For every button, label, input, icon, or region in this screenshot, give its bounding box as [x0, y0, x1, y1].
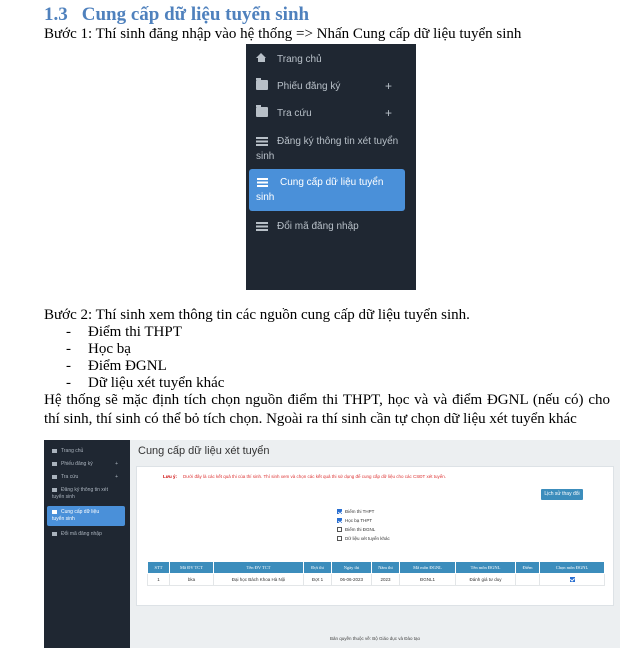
- sidebar-item-label: Trang chủ: [277, 54, 322, 65]
- table-cell: Đại học Bách Khoa Hà Nội: [214, 574, 304, 586]
- sidebar-item-lookup[interactable]: Tra cứu +: [52, 474, 126, 481]
- list-icon: [52, 532, 57, 536]
- list-icon: [52, 510, 57, 514]
- list-item: - Điểm thi THPT: [66, 324, 182, 340]
- checkbox-dgnl[interactable]: Điểm thi ĐGNL: [337, 527, 375, 533]
- checkbox-other-data[interactable]: Dữ liệu xét tuyển khác: [337, 536, 390, 542]
- plus-icon: +: [384, 106, 392, 120]
- table-cell: Đợt 1: [304, 574, 332, 586]
- table-cell: 1: [148, 574, 170, 586]
- content-card: [136, 466, 614, 606]
- select-dgnl-checkbox[interactable]: [570, 577, 575, 582]
- table-header: Ngày thi: [332, 562, 372, 574]
- section-heading: [44, 4, 309, 26]
- plus-icon: +: [115, 461, 118, 467]
- folder-icon: [256, 107, 268, 117]
- list-item: - Dữ liệu xét tuyển khác: [66, 375, 225, 391]
- sidebar-item-home[interactable]: Trang chủ: [52, 448, 126, 455]
- plus-icon: +: [115, 474, 118, 480]
- table-cell: Đánh giá tư duy: [456, 574, 516, 586]
- checkbox-hoc-ba[interactable]: Học bạ THPT: [337, 518, 372, 524]
- checkbox-icon[interactable]: [337, 536, 342, 541]
- home-icon: [256, 53, 268, 63]
- results-table: [147, 561, 605, 586]
- table-cell: [540, 574, 605, 586]
- data-provision-screenshot: [44, 440, 620, 648]
- table-header: Mã môn ĐGNL: [400, 562, 456, 574]
- sidebar-item-provide-data[interactable]: [249, 169, 405, 211]
- checkbox-thpt[interactable]: Điểm thi THPT: [337, 509, 374, 515]
- sidebar-item-apply-info[interactable]: Đăng ký thông tin xét tuyển sinh: [52, 487, 108, 500]
- table-header: Điểm: [516, 562, 540, 574]
- sidebar-screenshot: [246, 44, 416, 290]
- table-header-row: [148, 562, 605, 574]
- list-icon: [256, 222, 268, 232]
- table-header: Chọn môn ĐGNL: [540, 562, 605, 574]
- sidebar-item-register[interactable]: Phiếu đăng ký +: [52, 461, 126, 468]
- step-2-text: Bước 2: Thí sinh xem thông tin các nguồn cung cấp dữ liệu tuyển sinh.: [44, 307, 470, 323]
- list-item: - Học bạ: [66, 341, 131, 357]
- sidebar: [44, 440, 130, 648]
- description-paragraph: Hệ thống sẽ mặc định tích chọn nguồn điểm thi THPT, học và và điểm ĐGNL (nếu có) cho thí sinh, thí sinh có thể bỏ tích chọn. Ngoài ra thí sinh cần tự chọn dữ liệu xét tuyển khác: [44, 392, 610, 427]
- section-number: 1.3: [44, 4, 68, 25]
- footer: Bản quyền thuộc về: Bộ Giáo dục và Đào tạo: [329, 636, 421, 641]
- sidebar-item-label: Tra cứu: [277, 108, 312, 119]
- table-cell: bka: [170, 574, 214, 586]
- table-header: Tên ĐV TCT: [214, 562, 304, 574]
- table-row: [148, 574, 605, 586]
- step-1-text: Bước 1: Thí sinh đăng nhập vào hệ thống => Nhấn Cung cấp dữ liệu tuyển sinh: [44, 26, 522, 42]
- table-header: Tên môn ĐGNL: [456, 562, 516, 574]
- folder-icon: [256, 80, 268, 90]
- sidebar-item-label: Đổi mã đăng nhập: [277, 221, 359, 232]
- sidebar-item-change-password[interactable]: Đổi mã đăng nhập: [52, 531, 126, 538]
- table-cell: ĐGNL1: [400, 574, 456, 586]
- page-title: Cung cấp dữ liệu xét tuyển: [138, 445, 270, 457]
- checkbox-checked-icon[interactable]: [337, 509, 342, 514]
- table-cell: 06-06-2023: [332, 574, 372, 586]
- sidebar-item-label: Phiếu đăng ký: [277, 81, 341, 92]
- folder-icon: [52, 475, 57, 479]
- table-header: Đợt thi: [304, 562, 332, 574]
- section-title: Cung cấp dữ liệu tuyển sinh: [81, 4, 310, 25]
- home-icon: [52, 449, 57, 453]
- list-item: - Điểm ĐGNL: [66, 358, 167, 374]
- list-icon: [52, 488, 57, 492]
- folder-icon: [52, 462, 57, 466]
- history-button[interactable]: Lịch sử thay đổi: [541, 489, 583, 500]
- checkbox-checked-icon[interactable]: [337, 518, 342, 523]
- sidebar-item-label: Cung cấp dữ liệu tuyển sinh: [256, 177, 384, 203]
- plus-icon: +: [384, 79, 392, 93]
- main-content: [130, 440, 620, 648]
- table-cell: [516, 574, 540, 586]
- table-cell: 2023: [372, 574, 400, 586]
- table-header: Mã ĐV TCT: [170, 562, 214, 574]
- sidebar-item-provide-data[interactable]: Cung cấp dữ liệu tuyển sinh: [47, 506, 125, 526]
- checkbox-icon[interactable]: [337, 527, 342, 532]
- sidebar-item-label: Đăng ký thông tin xét tuyển sinh: [256, 136, 399, 162]
- table-header: Năm thi: [372, 562, 400, 574]
- note: Lưu ý: Dưới đây là các kết quả thi của thí sinh. Thí sinh xem và chọn các kết quả thi sử dụng để cung cấp dữ liệu cho các CSĐT xét tuyển.: [163, 474, 446, 479]
- table-header: STT: [148, 562, 170, 574]
